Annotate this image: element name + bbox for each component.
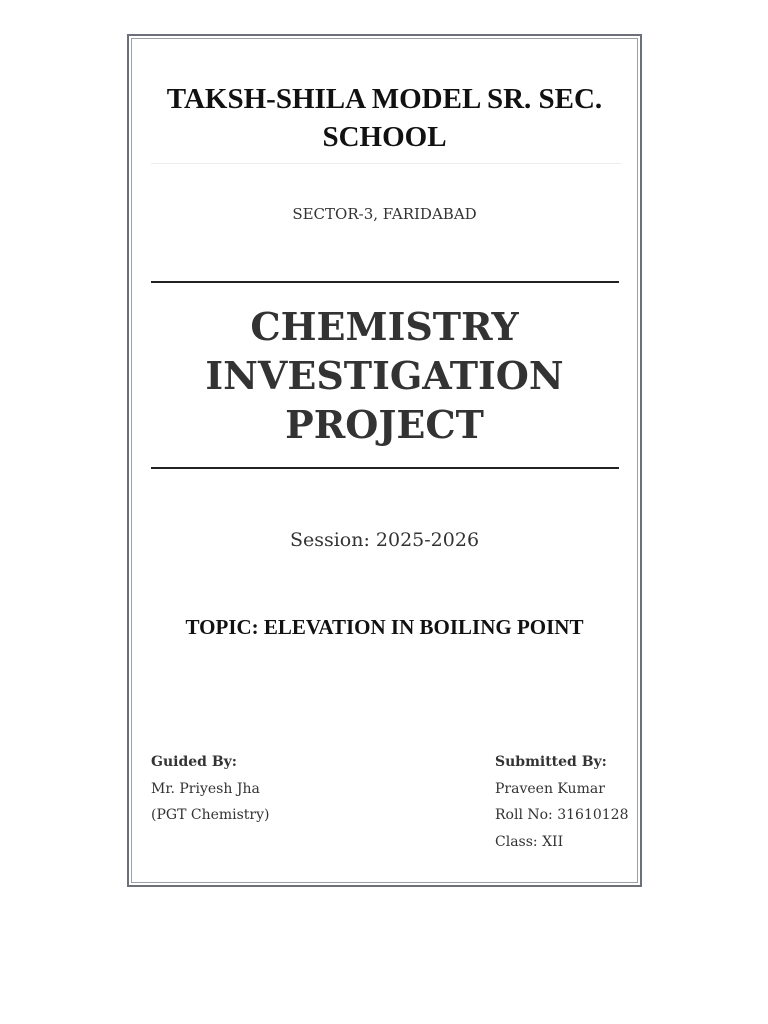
roll-number: Roll No: 31610128 [495,807,629,823]
guided-by-label: Guided By: [151,754,237,770]
guide-name: Mr. Priyesh Jha [151,780,260,797]
guide-designation: (PGT Chemistry) [151,807,270,823]
school-name-line-1: TAKSH-SHILA MODEL SR. SEC. [166,83,603,115]
project-title-line-2: INVESTIGATION [205,353,564,398]
school-address: SECTOR-3, FARIDABAD [292,205,477,223]
session-text: Session: 2025-2026 [289,529,480,551]
project-title [129,302,640,449]
submitted-by-block [495,749,628,855]
guided-by-block [151,749,270,829]
title-rule-bottom [151,467,619,469]
topic-heading: TOPIC: ELEVATION IN BOILING POINT [185,615,584,639]
page-border [127,34,642,887]
school-name-line-2: SCHOOL [322,121,447,153]
project-title-line-3: PROJECT [285,402,484,447]
student-name: Praveen Kumar [495,780,605,797]
title-rule-top [151,281,619,283]
project-title-line-1: CHEMISTRY [250,304,519,349]
header-divider [151,163,621,164]
school-name [129,80,640,156]
student-class: Class: XII [495,833,564,850]
submitted-by-label: Submitted By: [495,754,607,770]
